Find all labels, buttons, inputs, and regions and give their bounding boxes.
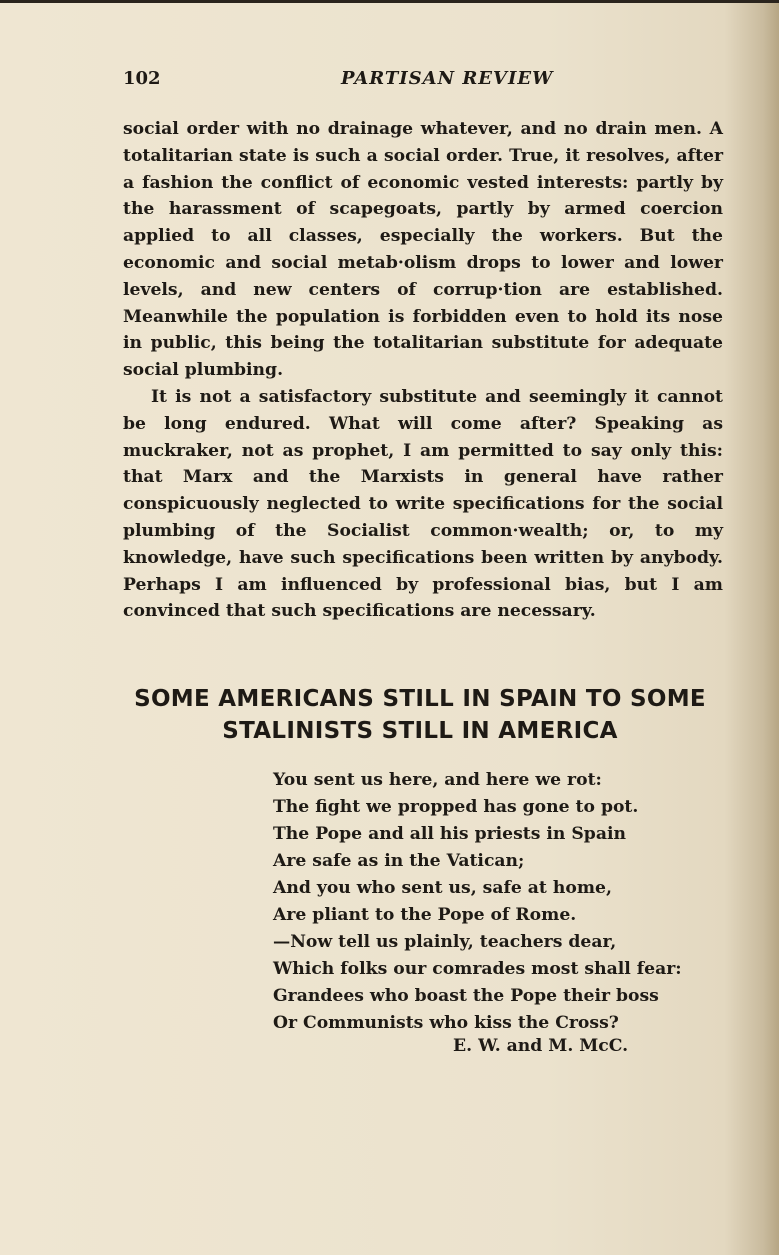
poem-signature: E. W. and M. McC. — [453, 1036, 629, 1056]
poem-body — [273, 767, 682, 1037]
poem-line: Which folks our comrades most shall fear: — [273, 959, 682, 979]
poem-line: —Now tell us plainly, teachers dear, — [273, 932, 617, 952]
poem-line: The fight we propped has gone to pot. — [273, 797, 639, 817]
poem-line: Are pliant to the Pope of Rome. — [273, 905, 577, 925]
page-number: 102 — [123, 68, 161, 89]
article-body — [123, 116, 723, 625]
running-head: PARTISAN REVIEW — [341, 68, 554, 89]
paragraph: It is not a satisfactory substitute and seemingly it cannot be long endured. What will come after? Speaking as muckraker, not as prophet, I am permitted to say only this: that Marx and the Marxists in general have rather conspicuously neglected to write specifications for the social plumbing of the Socialist common·wealth; or, to my knowledge, have such specifications been written by anybody. Perhaps I am influenced by professional bias, but I am convinced that such specifications are necessary. — [123, 386, 723, 622]
poem-title-line: STALINISTS STILL IN AMERICA — [222, 718, 618, 744]
poem-line: The Pope and all his priests in Spain — [273, 824, 626, 844]
page-header — [123, 68, 723, 98]
poem-line: Grandees who boast the Pope their boss — [273, 986, 659, 1006]
poem-title-line: SOME AMERICANS STILL IN SPAIN TO SOME — [134, 686, 706, 712]
poem-line: Are safe as in the Vatican; — [273, 851, 525, 871]
poem-title — [60, 683, 779, 747]
poem-line: And you who sent us, safe at home, — [273, 878, 612, 898]
poem-line: Or Communists who kiss the Cross? — [273, 1013, 619, 1033]
page-top-edge — [0, 0, 779, 3]
paragraph: social order with no drainage whatever, and no drain men. A totalitarian state is such a social order. True, it resolves, after a fashion the conflict of economic vested interests: partly by the harassment of scapegoats, partly by armed coercion applied to all classes, especially the workers. But the economic and social metab·olism drops to lower and lower levels, and new centers of corrup·tion are established. Meanwhile the population is forbidden even to hold its nose in public, this being the totalitarian substitute for adequate social plumbing. — [123, 119, 723, 381]
poem-line: You sent us here, and here we rot: — [273, 770, 602, 790]
